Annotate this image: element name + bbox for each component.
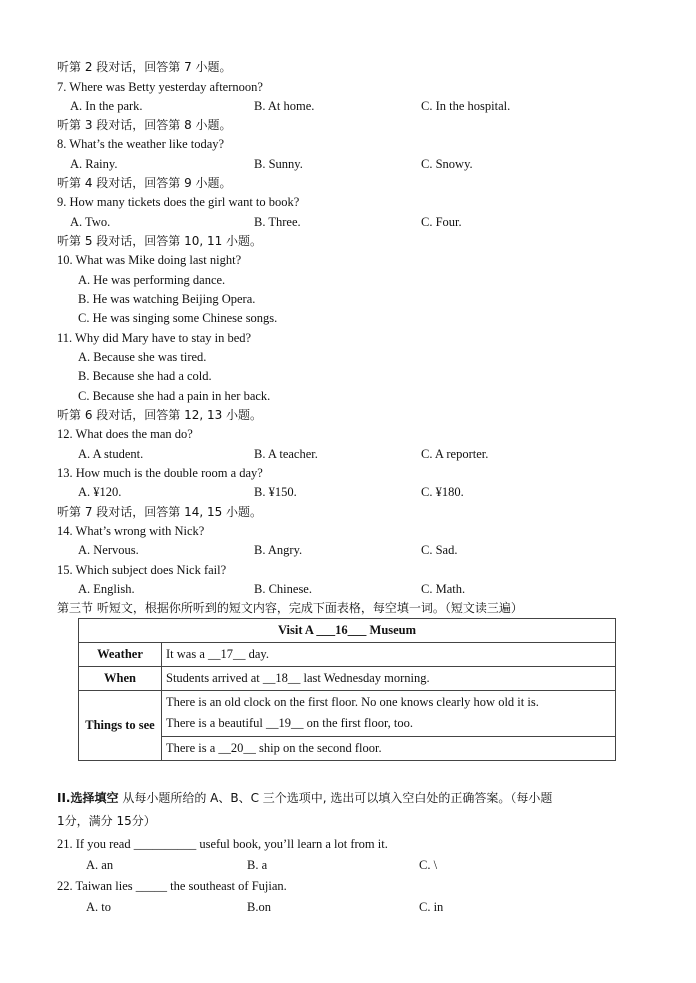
blank-20: __20__ [218,741,256,755]
question-11-option-a: A. Because she was tired. [78,350,207,364]
blank-18: __18__ [262,671,301,685]
museum-fill-table [78,618,616,761]
option-c: C. \ [419,858,438,872]
option-b: B. Chinese. [254,582,312,596]
question-13-options [0,484,696,500]
question-10-stem: 10. What was Mike doing last night? [57,253,242,267]
part-ii-heading [57,790,552,806]
question-8-options [0,156,696,172]
option-c: C. Snowy. [421,157,473,171]
option-a: A. an [86,858,114,872]
question-12-stem: 12. What does the man do? [57,427,193,441]
things-line-1: There is an old clock on the first floor. No one knows clearly how old it is. [166,695,539,709]
dialogue-6-instruction: 听第 6 段对话，回答第 12, 13 小题。 [57,408,263,422]
table-row-weather [79,643,616,667]
question-10-option-b: B. He was watching Beijing Opera. [78,292,256,306]
question-11-option-c: C. Because she had a pain in her back. [78,389,271,403]
option-a: A. Nervous. [78,543,139,557]
blank-17: __17__ [208,647,246,661]
option-b: B. A teacher. [254,447,318,461]
option-c: C. Sad. [421,543,458,557]
when-cell [162,667,616,691]
question-21-stem: 21. If you read __________ useful book, you’ll learn a lot from it. [57,837,388,851]
weather-text-end: day. [245,647,269,661]
question-22-stem: 22. Taiwan lies _____ the southeast of Fujian. [57,879,287,893]
option-a: A. In the park. [70,99,143,113]
question-15-stem: 15. Which subject does Nick fail? [57,563,227,577]
weather-label: Weather [79,643,162,667]
dialogue-5-instruction: 听第 5 段对话，回答第 10, 11 小题。 [57,234,263,248]
dialogue-2-instruction: 听第 2 段对话，回答第 7 小题。 [57,60,232,74]
things-cell-1 [162,691,616,737]
blank-19: __19__ [265,716,304,730]
option-c: C. A reporter. [421,447,489,461]
question-13-stem: 13. How much is the double room a day? [57,466,263,480]
question-10-option-c: C. He was singing some Chinese songs. [78,311,278,325]
when-text: Students arrived at [166,671,263,685]
things-line-2 [166,713,611,734]
question-10-option-a: A. He was performing dance. [78,273,226,287]
question-11-stem: 11. Why did Mary have to stay in bed? [57,331,252,345]
option-b: B. Angry. [254,543,303,557]
question-7-options [0,98,696,114]
dialogue-7-instruction: 听第 7 段对话，回答第 14, 15 小题。 [57,505,263,519]
section-3-instruction: 第三节 听短文，根据你所听到的短文内容，完成下面表格，每空填一词。（短文读三遍） [57,601,523,615]
option-c: C. ¥180. [421,485,464,499]
option-a: A. to [86,900,111,914]
option-c: C. in [419,900,444,914]
things-label: Things to see [79,691,162,761]
table-title [79,619,616,643]
dialogue-4-instruction: 听第 4 段对话，回答第 9 小题。 [57,176,232,190]
option-a: A. Rainy. [70,157,118,171]
part-ii-heading-line-2: 1分，满分 15分） [57,814,156,828]
question-9-stem: 9. How many tickets does the girl want to book? [57,195,300,209]
weather-text: It was a [166,647,208,661]
question-14-stem: 14. What’s wrong with Nick? [57,524,205,538]
title-text-end: Museum [366,623,417,637]
option-b: B. Three. [254,215,301,229]
things-3-text: There is a [166,741,219,755]
table-title-row [79,619,616,643]
things-cell-2 [162,737,616,761]
option-c: C. Math. [421,582,466,596]
part-ii-instruction: 从每小题所给的 A、B、C 三个选项中, 选出可以填入空白处的正确答案。（每小题 [118,791,553,805]
option-a: A. English. [78,582,135,596]
when-text-end: last Wednesday morning. [300,671,430,685]
when-label: When [79,667,162,691]
option-b: B. ¥150. [254,485,297,499]
question-14-options [0,542,696,558]
blank-16: ___16___ [316,623,367,637]
things-3-text-end: ship on the second floor. [255,741,382,755]
question-21-options [0,857,696,873]
things-2-text: There is a beautiful [166,716,266,730]
question-9-options [0,214,696,230]
question-8-stem: 8. What’s the weather like today? [57,137,225,151]
option-b: B. At home. [254,99,315,113]
question-7-stem: 7. Where was Betty yesterday afternoon? [57,80,263,94]
option-b: B. Sunny. [254,157,303,171]
option-c: C. Four. [421,215,462,229]
option-b: B.on [247,900,271,914]
question-15-options [0,581,696,597]
option-c: C. In the hospital. [421,99,511,113]
things-2-text-end: on the first floor, too. [303,716,414,730]
option-a: A. A student. [78,447,144,461]
weather-cell [162,643,616,667]
dialogue-3-instruction: 听第 3 段对话，回答第 8 小题。 [57,118,232,132]
table-row-when [79,667,616,691]
question-11-option-b: B. Because she had a cold. [78,369,212,383]
part-ii-title: II.选择填空 [57,791,119,805]
question-22-options [0,899,696,915]
option-b: B. a [247,858,268,872]
table-row-things-1 [79,691,616,737]
option-a: A. ¥120. [78,485,122,499]
question-12-options [0,446,696,462]
option-a: A. Two. [70,215,111,229]
title-text: Visit A [277,623,317,637]
